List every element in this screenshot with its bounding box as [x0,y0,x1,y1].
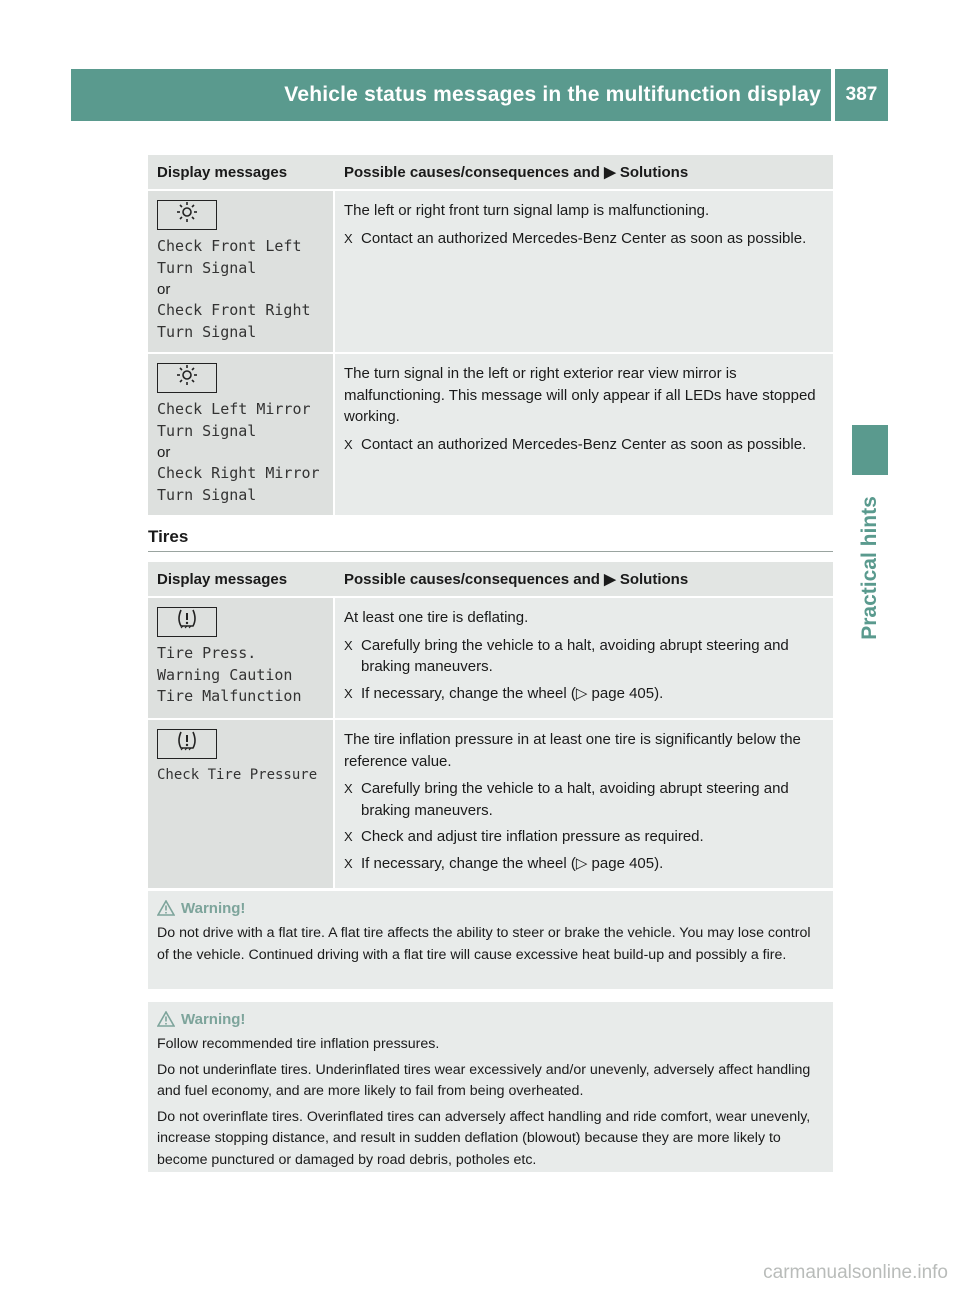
cause-solution-cell [335,720,833,890]
section-side-label: Practical hints [858,496,881,640]
display-message-cell [148,720,335,890]
play-arrow-icon: ▶ [604,571,616,588]
solution-item: X Contact an authorized Mercedes-Benz Center as soon as possible. [344,434,826,456]
warning-title: Warning! [157,899,826,919]
or-separator: or [157,444,171,461]
solution-item: X Check and adjust tire inflation pressure as required. [344,826,826,848]
table-row [148,720,833,890]
display-message-text: Tire Malfunction [157,687,302,705]
tires-message-table [148,562,833,890]
lights-message-table [148,155,833,517]
turn-signal-bulb-icon [157,363,217,393]
page-number: 387 [835,69,888,121]
action-arrow-icon: X [344,829,353,844]
action-arrow-icon: X [344,855,353,871]
col-header-causes: Possible causes/consequences and ▶ Solutions [335,155,833,191]
display-message-text: Check Right Mirror [157,464,320,482]
warning-box [148,1002,833,1172]
warning-text: Do not underinflate tires. Underinflated tires wear excessively and/or unevenly, adversely affect handling and fuel economy, and are more likely to fail from being overheated. [157,1061,811,1099]
display-message-cell [148,191,335,354]
or-separator: or [157,281,171,298]
cause-text: The turn signal in the left or right exterior rear view mirror is malfunctioning. This message will only appear if all LEDs have stopped working. [344,365,816,425]
display-message-text: Turn Signal [157,322,257,341]
display-message-text: Check Tire Pressure [157,767,318,783]
display-message-text: Check Left Mirror [157,400,311,418]
solution-item: X Carefully bring the vehicle to a halt, avoiding abrupt steering and braking maneuvers. [344,780,789,819]
warning-box [148,891,833,989]
watermark: carmanualsonline.info [763,1262,948,1283]
tire-pressure-warning-icon [157,607,217,637]
display-message-cell [148,354,335,517]
action-arrow-icon: X [344,685,353,701]
display-message-text: Tire Press. [157,644,257,662]
cause-text: The left or right front turn signal lamp is malfunctioning. [344,202,710,219]
page-title: Vehicle status messages in the multifunction display [284,83,821,106]
section-divider [148,551,833,552]
cause-solution-cell [335,354,833,517]
warning-triangle-icon [157,1011,175,1027]
display-message-cell [148,598,335,720]
table-header-row [148,562,833,598]
col-header-causes: Possible causes/consequences and ▶ Solutions [335,562,833,598]
solution-item: X Contact an authorized Mercedes-Benz Center as soon as possible. [344,228,826,250]
warning-text: Do not overinflate tires. Overinflated tires can adversely affect handling and ride comfort, wear unevenly, increase stopping distance, and result in sudden deflation (blowout) because they are more likely to become punctured or damaged by road debris, potholes etc. [157,1108,811,1168]
action-arrow-icon: X [344,230,353,246]
warning-text: Follow recommended tire inflation pressures. [157,1036,440,1052]
display-message-text: Check Front Left [157,237,302,255]
table-row [148,191,833,354]
cause-text: At least one tire is deflating. [344,609,529,626]
display-message-text: Check Front Right [157,301,311,319]
display-message-text: Warning Caution [157,665,293,684]
section-heading-tires: Tires [148,527,189,546]
action-arrow-icon: X [344,781,353,796]
tire-pressure-warning-icon [157,729,217,759]
section-tab-marker [852,425,888,475]
table-row [148,598,833,720]
col-header-display-messages: Display messages [148,155,335,191]
warning-triangle-icon [157,900,175,916]
solution-item: X Carefully bring the vehicle to a halt, avoiding abrupt steering and braking maneuvers. [344,636,789,675]
play-arrow-icon: ▶ [604,164,616,181]
action-arrow-icon: X [344,436,353,452]
cause-solution-cell [335,191,833,354]
solution-item: X If necessary, change the wheel (▷ page 405). [344,683,826,705]
display-message-text: Turn Signal [157,258,257,277]
table-row [148,354,833,517]
turn-signal-bulb-icon [157,200,217,230]
cause-text: The tire inflation pressure in at least one tire is significantly below the reference value. [344,731,801,770]
display-message-text: Turn Signal [157,421,257,440]
solution-item: X If necessary, change the wheel (▷ page 405). [344,853,826,875]
table-header-row [148,155,833,191]
warning-text: Do not drive with a flat tire. A flat tire affects the ability to steer or brake the vehicle. You may lose control of the vehicle. Continued driving with a flat tire will cause excessive heat build-up and possibly a fire. [157,925,811,963]
action-arrow-icon: X [344,637,353,653]
display-message-text: Turn Signal [157,485,257,504]
cause-solution-cell [335,598,833,720]
warning-title: Warning! [157,1010,826,1030]
col-header-display-messages: Display messages [148,562,335,598]
